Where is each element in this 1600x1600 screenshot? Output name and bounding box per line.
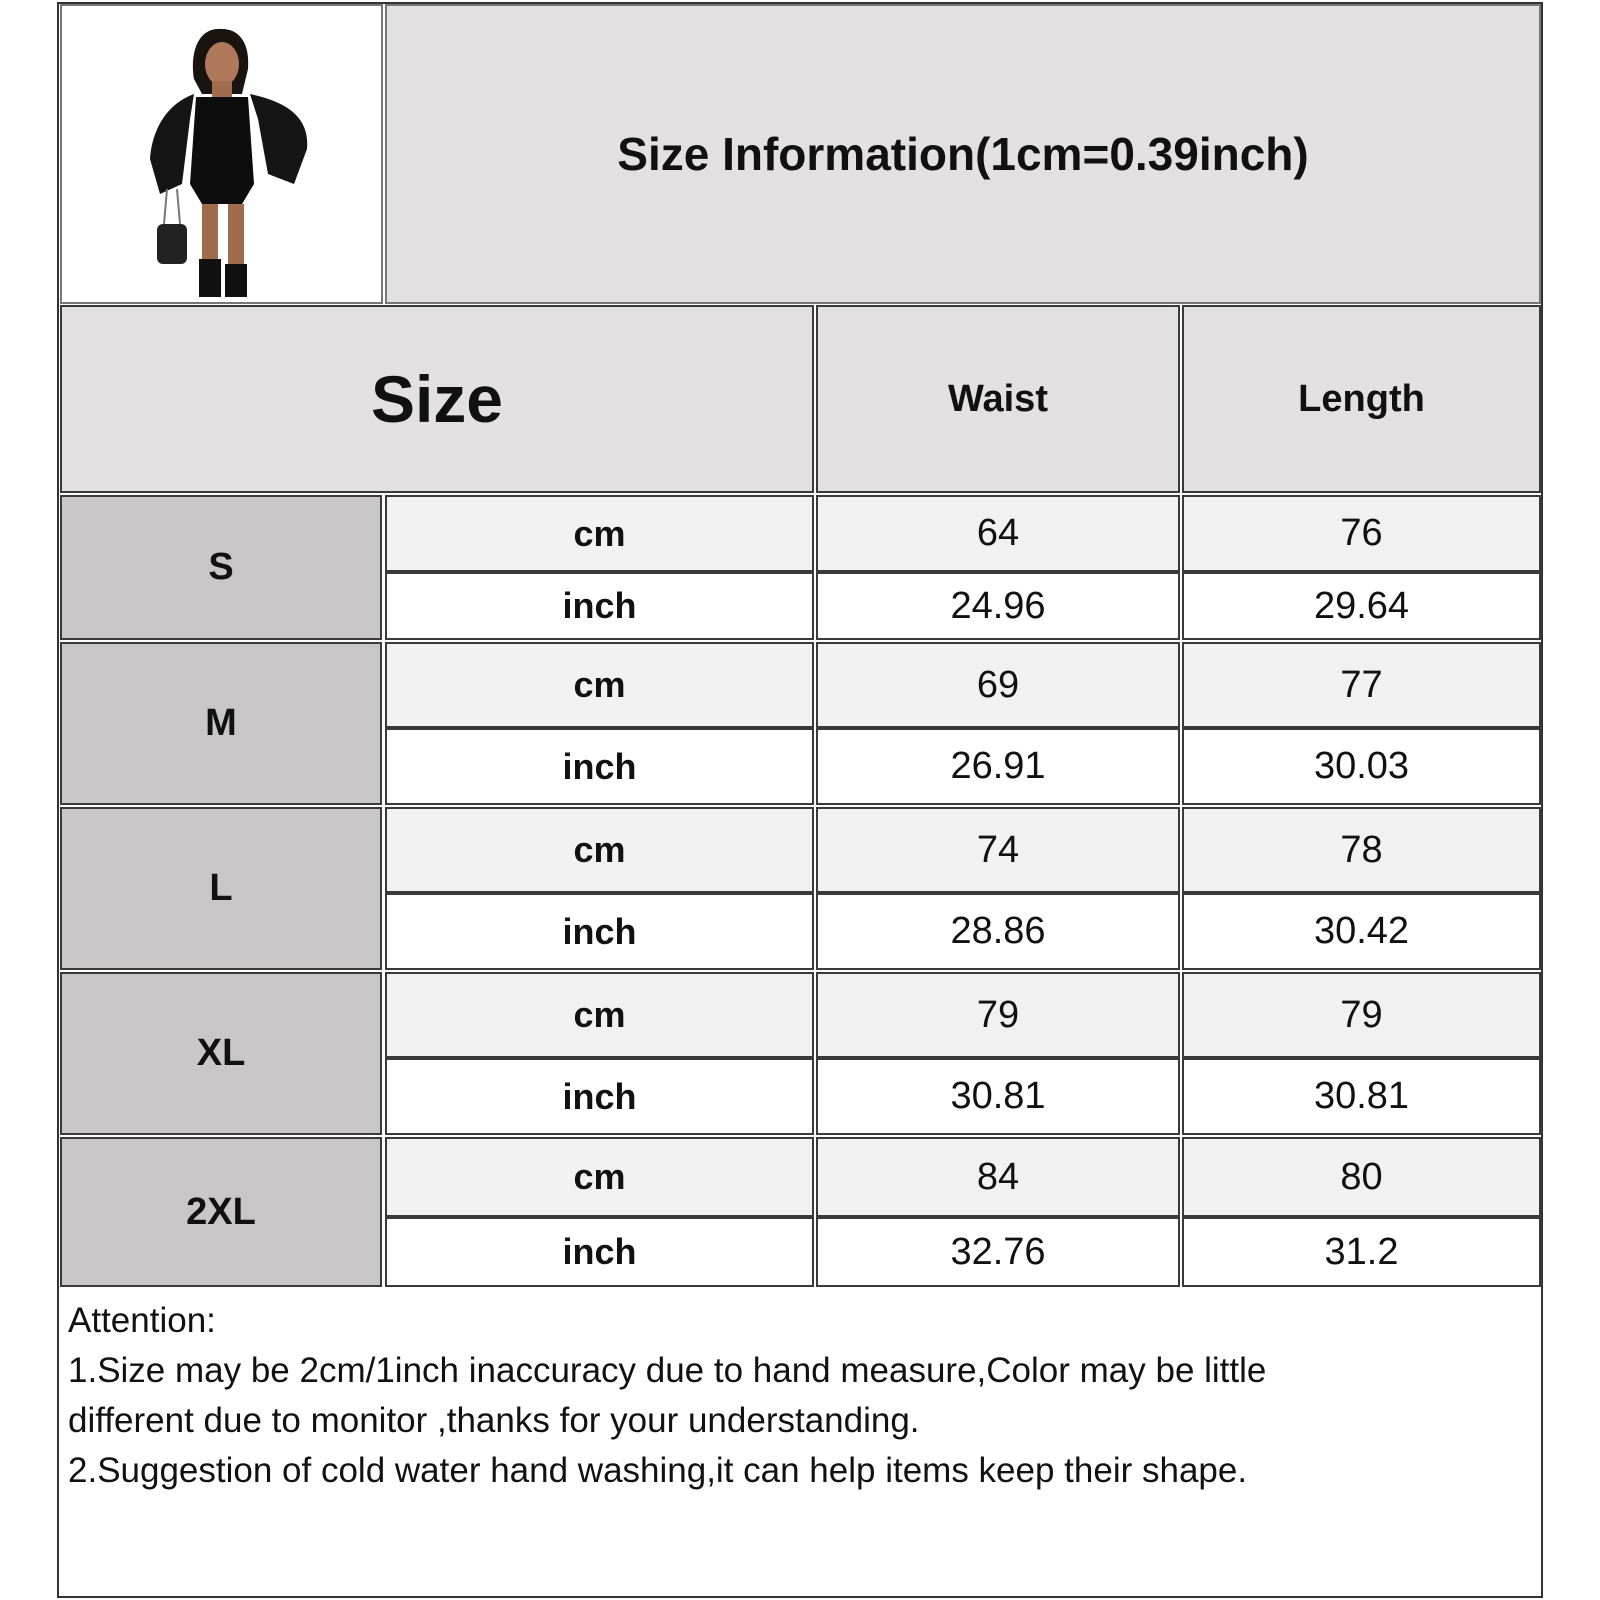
waist-inch-value: 26.91: [816, 728, 1180, 805]
header-length: Length: [1182, 305, 1541, 493]
waist-cm-value: 84: [816, 1137, 1180, 1217]
unit-inch-label: inch: [385, 1058, 814, 1135]
model-photo-icon: [72, 9, 372, 299]
product-photo: [60, 4, 383, 304]
length-cm-value: 78: [1182, 807, 1541, 893]
waist-inch-value: 28.86: [816, 893, 1180, 970]
header-size: Size: [60, 305, 814, 493]
size-label: 2XL: [60, 1137, 382, 1287]
size-label: L: [60, 807, 382, 970]
unit-inch-label: inch: [385, 728, 814, 805]
attention-notes: [60, 1290, 1540, 1596]
unit-inch-label: inch: [385, 1217, 814, 1287]
length-cm-value: 80: [1182, 1137, 1541, 1217]
size-label: M: [60, 642, 382, 805]
waist-cm-value: 69: [816, 642, 1180, 728]
unit-inch-label: inch: [385, 572, 814, 640]
size-label: S: [60, 495, 382, 640]
notes-line: 1.Size may be 2cm/1inch inaccuracy due to hand measure,Color may be little: [68, 1351, 1267, 1390]
size-label: XL: [60, 972, 382, 1135]
length-inch-value: 29.64: [1182, 572, 1541, 640]
notes-line: 2.Suggestion of cold water hand washing,it can help items keep their shape.: [68, 1451, 1248, 1490]
unit-cm-label: cm: [385, 495, 814, 572]
length-inch-value: 30.42: [1182, 893, 1541, 970]
page-title: Size Information(1cm=0.39inch): [385, 4, 1541, 304]
length-inch-value: 31.2: [1182, 1217, 1541, 1287]
notes-line: different due to monitor ,thanks for your understanding.: [68, 1401, 920, 1440]
waist-cm-value: 79: [816, 972, 1180, 1058]
unit-cm-label: cm: [385, 972, 814, 1058]
unit-cm-label: cm: [385, 1137, 814, 1217]
length-cm-value: 76: [1182, 495, 1541, 572]
unit-cm-label: cm: [385, 642, 814, 728]
length-inch-value: 30.81: [1182, 1058, 1541, 1135]
waist-inch-value: 32.76: [816, 1217, 1180, 1287]
waist-cm-value: 64: [816, 495, 1180, 572]
notes-heading: Attention:: [68, 1301, 216, 1340]
waist-inch-value: 24.96: [816, 572, 1180, 640]
length-inch-value: 30.03: [1182, 728, 1541, 805]
length-cm-value: 77: [1182, 642, 1541, 728]
header-waist: Waist: [816, 305, 1180, 493]
length-cm-value: 79: [1182, 972, 1541, 1058]
unit-cm-label: cm: [385, 807, 814, 893]
waist-cm-value: 74: [816, 807, 1180, 893]
unit-inch-label: inch: [385, 893, 814, 970]
waist-inch-value: 30.81: [816, 1058, 1180, 1135]
